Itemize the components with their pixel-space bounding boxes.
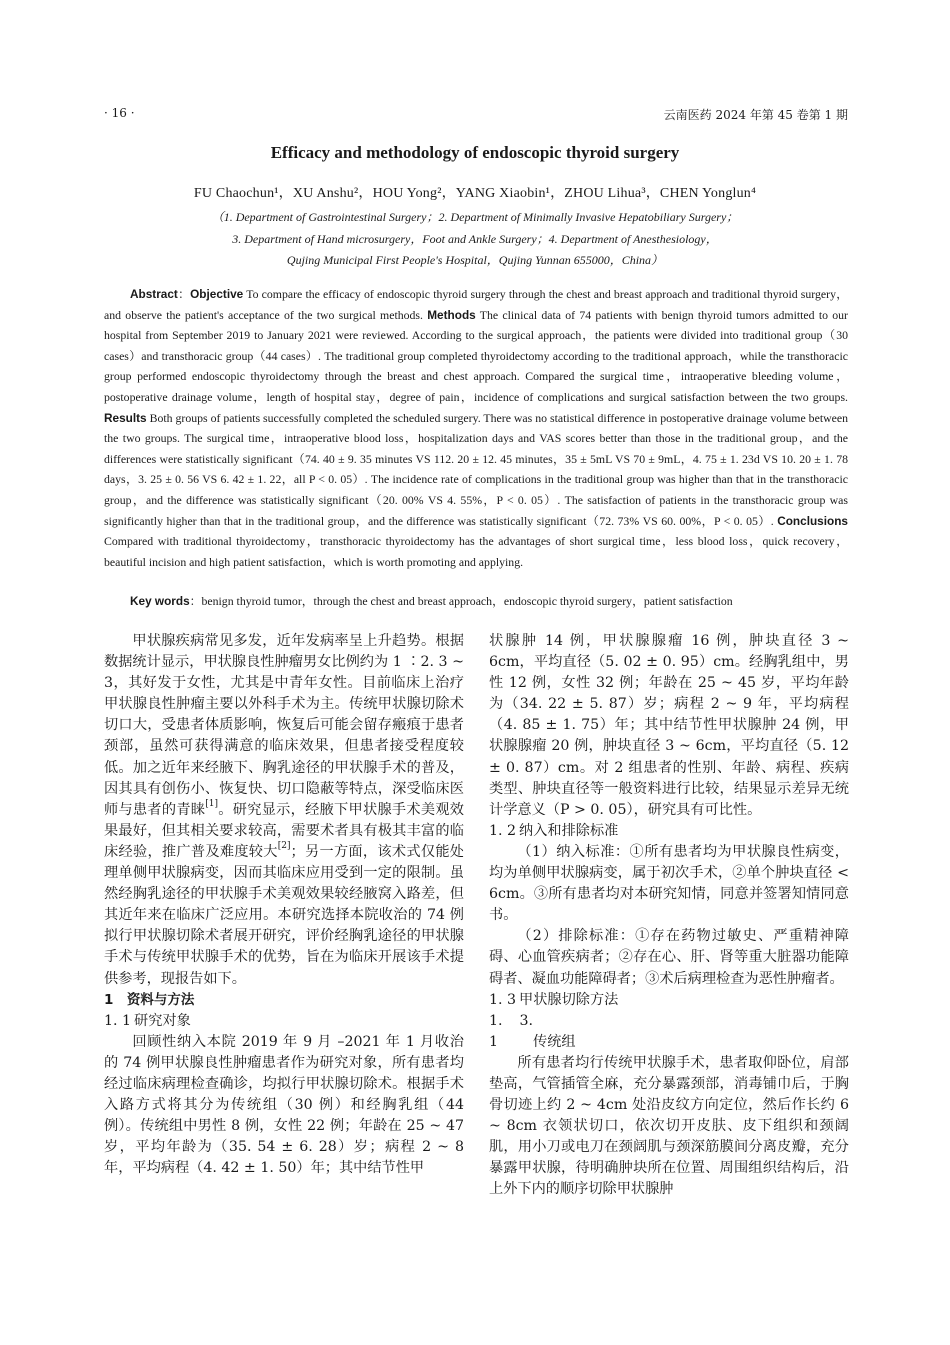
subsection-heading <box>489 990 849 1011</box>
keywords-colon: ： <box>189 594 202 608</box>
journal-header: 云南医药 2024 年第 45 卷第 1 期 <box>663 108 848 122</box>
subsection-number: 1. 3. 1 <box>489 1012 533 1050</box>
body-paragraph: 状腺肿 14 例，甲状腺腺瘤 16 例，肿块直径 3 ~ 6cm，平均直径（5. 02 ± 0. 95）cm。经胸乳组中，男性 12 例，女性 32 例；年龄在 25 ~ 45 岁，平均年龄为（34. 22 ± 5. 87）岁；病程 2 ~ 9 年，平均病程（4. 85 ± 1. 75）年；其中结节性甲状腺肿 24 例，甲状腺腺瘤 20 例，肿块直径 3 ~ 6cm，平均直径（5. 12 ± 0. 87）cm。对 2 组患者的性别、年龄、病程、疾病类型、肿块直径等一般资料进行比较，结果显示差异无统计学意义（P > 0. 05），研究具有可比性。 <box>489 633 849 818</box>
subsection-number: 1. 2 <box>489 822 517 839</box>
results-text: Both groups of patients successfully completed the scheduled surgery. There was no statistical difference in postoperative drainage volume between the two groups. The surgical time，intraoperative blood loss，hospitalization days and VAS scores better than those in the traditional group，and the differences were statistically significant（74. 40 ± 9. 35 minutes VS 112. 20 ± 12. 45 minutes，35 ± 5mL VS 70 ± 9mL，4. 75 ± 1. 23d VS 10. 20 ± 1. 78 days，3. 25 ± 0. 56 VS 6. 42 ± 1. 22，all P < 0. 05）. The incidence rate of complications in the traditional group was higher than that in the transthoracic group，and the difference was statistically significant（20. 00% VS 4. 55%，P < 0. 05）. The satisfaction of patients in the transthoracic group was significantly higher than that in the traditional group，and the difference was statistically significant（72. 73% VS 60. 00%，P < 0. 05）. <box>104 410 848 528</box>
citation-ref[interactable]: [2] <box>277 840 291 851</box>
intro-text: 甲状腺疾病常见多发，近年发病率呈上升趋势。根据数据统计显示，甲状腺良性肿瘤男女比例约为 1 ∶2. 3 ~ 3，其好发于女性，尤其是中青年女性。目前临床上治疗甲状腺良性肿瘤主要以外科手术为主。传统甲状腺切除术切口大，受患者体质影响，恢复后可能会留存瘢痕于患者颈部，虽然可获得满意的临床效果，但患者接受程度较低。加之近年来经腋下、胸乳途径的甲状腺手术的普及，因其具有创伤小、恢复快、切口隐蔽等特点，深受临床医师与患者的青睐 <box>104 633 464 818</box>
keywords <box>104 592 848 609</box>
abstract-colon: ： <box>177 287 191 301</box>
subsection-title: 研究对象 <box>134 1012 191 1029</box>
methods-label: Methods <box>427 307 476 322</box>
subsection-number: 1. 1 <box>104 1012 132 1029</box>
objective-text: To compare the efficacy of endoscopic thyroid surgery through the chest and breast approach and traditional thyroid surgery，and observe the patient's acceptance of the two surgical methods. <box>104 287 848 322</box>
body-paragraph: 所有患者均行传统甲状腺手术，患者取仰卧位，肩部垫高，气管插管全麻，充分暴露颈部，消毒铺巾后，于胸骨切迹上约 2 ~ 4cm 处沿皮纹方向定位，然后作长约 6 ~ 8cm 衣领状切口，依次切开皮肤、皮下组织和颈阔肌，用小刀或电刀在颈阔肌与颈深筋膜间分离皮瓣，充分暴露甲状腺，待明确肿块所在位置、周围组织结构后，沿上外下内的顺序切除甲状腺肿 <box>489 1054 849 1198</box>
subsection-heading <box>489 821 849 842</box>
author-list: FU Chaochun¹，XU Anshu²，HOU Yong²，YANG Xiaobin¹，ZHOU Lihua³，CHEN Yonglun⁴ <box>193 186 757 201</box>
intro-paragraph <box>104 631 464 990</box>
affiliation-line: Qujing Municipal First People's Hospital，Qujing Yunnan 655000，China） <box>286 253 664 267</box>
intro-text: 。研究显示，经腋下甲状腺手术美观效果最好，但其相关要求较高，需要术者具有极其丰富的临床经验，推广普及难度较大 <box>104 801 464 860</box>
body-paragraph: （1）纳入标准：①所有患者均为甲状腺良性病变，均为单侧甲状腺病变，属于初次手术，②单个肿块直径 < 6cm。③所有患者均对本研究知情，同意并签署知情同意书。 <box>489 843 849 924</box>
body-paragraph: 回顾性纳入本院 2019 年 9 月 –2021 年 1 月收治的 74 例甲状腺良性肿瘤患者作为研究对象，所有患者均经过临床病理检查确诊，均拟行甲状腺切除术。根据手术入路方式将其分为传统组（30 例）和经胸乳组（44 例）。传统组中男性 8 例，女性 22 例；年龄在 25 ~ 47 岁，平均年龄为（35. 54 ± 6. 28）岁；病程 2 ~ 8 年，平均病程（4. 42 ± 1. 50）年；其中结节性甲 <box>104 1033 464 1177</box>
conclusions-label: Conclusions <box>777 513 848 528</box>
page-number: · 16 · <box>104 106 135 120</box>
citation-ref[interactable]: [1] <box>205 798 219 809</box>
subsection-heading <box>489 1011 849 1053</box>
body-column-right <box>489 631 849 1201</box>
body-paragraph: （2）排除标准：①存在药物过敏史、严重精神障碍、心血管疾病者；②存在心、肝、肾等重大脏器功能障碍者、凝血功能障碍者；③术后病理检查为恶性肿瘤者。 <box>489 928 849 987</box>
methods-text: The clinical data of 74 patients with benign thyroid tumors admitted to our hospital from September 2019 to January 2021 were reviewed. According to the surgical approach，the patients were divided into traditional group（30 cases）and transthoracic group（44 cases）. The traditional group completed thyroidectomy according to the traditional approach，while the transthoracic group performed endoscopic thyroidectomy through the breast and chest approach. Compared the surgical time，intraoperative bleeding volume，postoperative drainage volume，length of hospital stay，degree of pain，incidence of complications and surgical satisfaction between the two groups. <box>104 307 848 404</box>
article-title: Efficacy and methodology of endoscopic thyroid surgery <box>270 143 680 162</box>
keywords-label: Key words <box>130 594 190 608</box>
abstract <box>104 284 848 572</box>
subsection-number: 1. 3 <box>489 991 517 1008</box>
results-label: Results <box>104 410 147 425</box>
keywords-text: benign thyroid tumor，through the chest and breast approach，endoscopic thyroid surgery，patient satisfaction <box>201 594 733 608</box>
affiliation-line: 3. Department of Hand microsurgery，Foot and Ankle Surgery；4. Department of Anesthesiology， <box>232 232 718 246</box>
objective-label: Objective <box>190 287 244 301</box>
abstract-label: Abstract <box>130 287 178 301</box>
intro-text: ；另一方面，该术式仅能处理单侧甲状腺病变，因而其临床应用受到一定的限制。虽然经胸乳途径的甲状腺手术美观效果较经腋窝入路差，但其近年来在临床广泛应用。本研究选择本院收治的 74 例拟行甲状腺切除术者展开研究，评价经胸乳途径的甲状腺手术与传统甲状腺手术的优势，旨在为临床开展该手术提供参考，现报告如下。 <box>104 843 464 987</box>
affiliation-line: （1. Department of Gastrointestinal Surgery；2. Department of Minimally Invasive Hepatobiliary Surgery； <box>211 210 739 224</box>
subsection-title: 纳入和排除标准 <box>519 822 619 839</box>
subsection-title: 甲状腺切除方法 <box>519 991 619 1008</box>
conclusions-text: Compared with traditional thyroidectomy，transthoracic thyroidectomy has the advantages of short surgical time，less blood loss，quick recovery，beautiful incision and high patient satisfaction，which is worth promoting and applying. <box>104 534 848 569</box>
body-column-left <box>104 631 464 1179</box>
subsection-title: 传统组 <box>533 1033 576 1050</box>
subsection-heading <box>104 1011 464 1032</box>
section-heading: 1 资料与方法 <box>104 991 195 1008</box>
